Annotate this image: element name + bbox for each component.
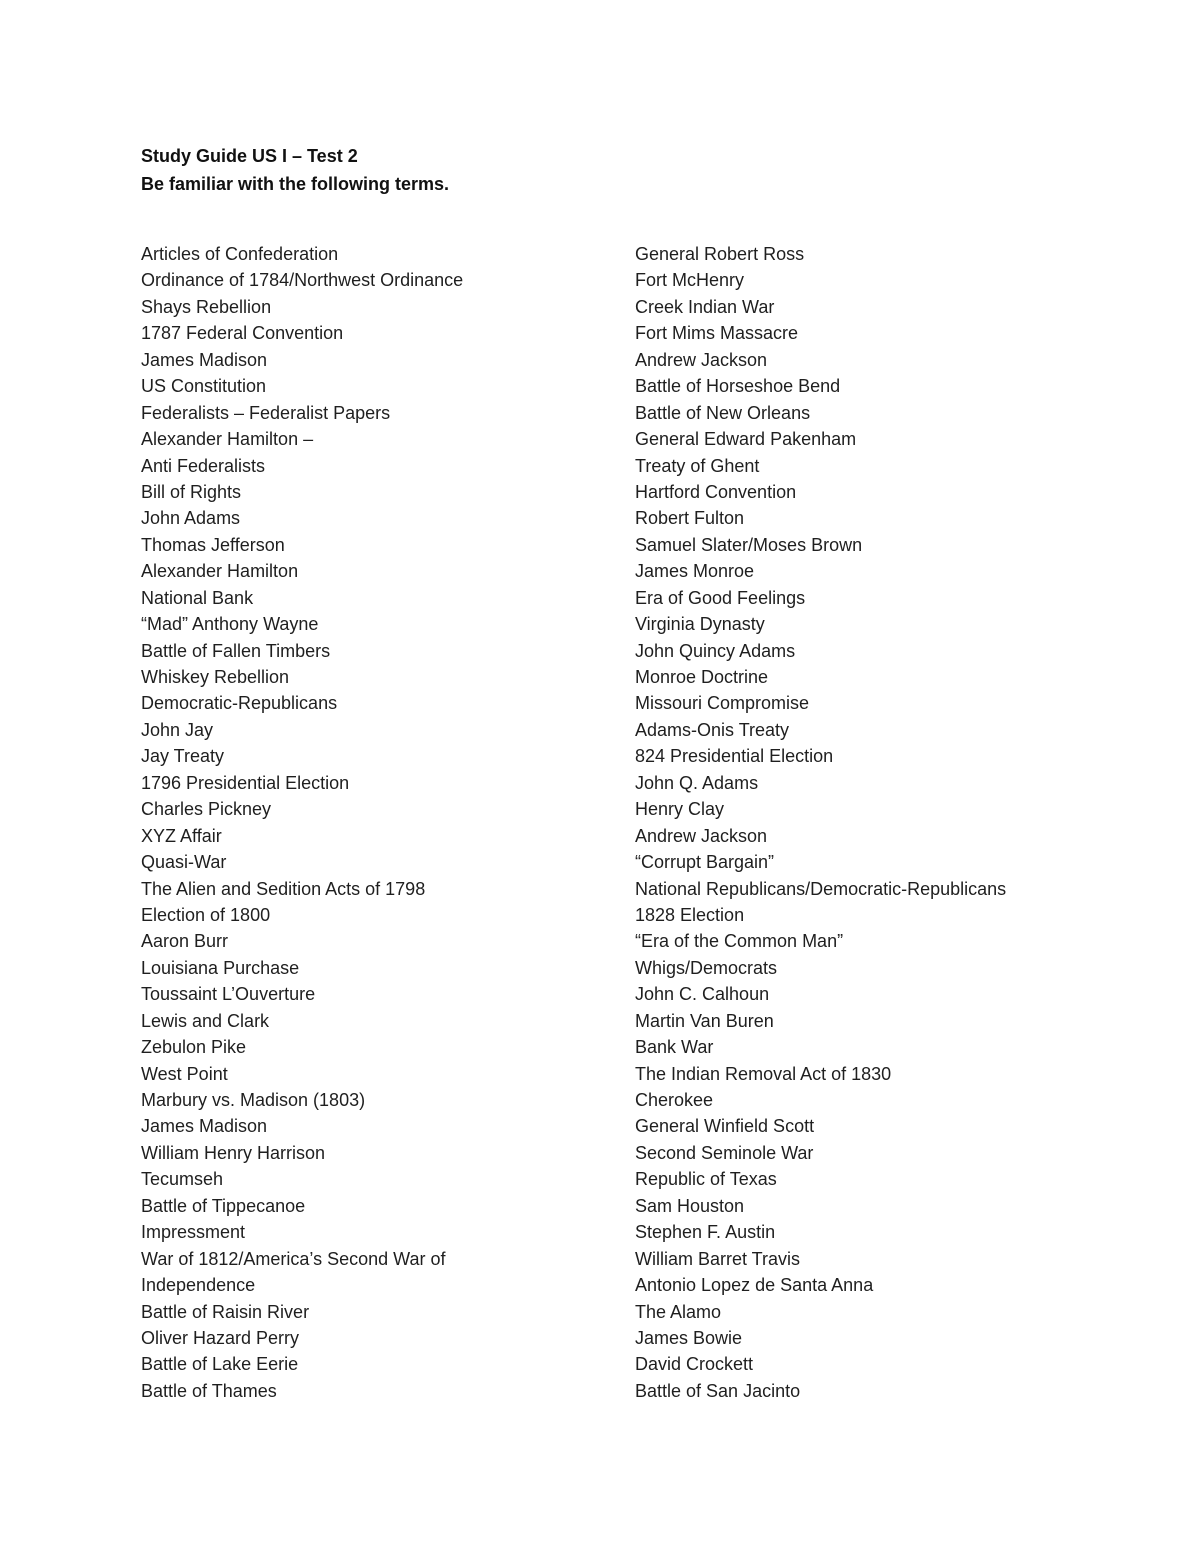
term-item: “Era of the Common Man” <box>635 931 844 952</box>
term-item: James Bowie <box>635 1327 743 1348</box>
term-item: General Winfield Scott <box>635 1116 815 1137</box>
term-item: Battle of Tippecanoe <box>141 1195 306 1216</box>
term-item: Battle of New Orleans <box>635 402 811 423</box>
term-item: Republic of Texas <box>635 1169 777 1190</box>
term-item: Samuel Slater/Moses Brown <box>635 534 863 555</box>
term-item: Jay Treaty <box>141 746 225 767</box>
term-item: Battle of San Jacinto <box>635 1380 801 1401</box>
term-item: Federalists – Federalist Papers <box>141 402 391 423</box>
term-item: Louisiana Purchase <box>141 957 300 978</box>
term-item: Alexander Hamilton – <box>141 429 314 450</box>
term-item: XYZ Affair <box>141 825 222 846</box>
term-item: Missouri Compromise <box>635 693 810 714</box>
term-item: Zebulon Pike <box>141 1037 247 1058</box>
terms-list-left <box>141 241 463 1404</box>
term-item: US Constitution <box>141 376 267 397</box>
term-item: John Quincy Adams <box>635 640 796 661</box>
term-item: Battle of Horseshoe Bend <box>635 376 841 397</box>
term-item: Lewis and Clark <box>141 1010 270 1031</box>
term-item: Battle of Thames <box>141 1380 277 1401</box>
term-item: Aaron Burr <box>141 931 229 952</box>
term-item: James Monroe <box>635 561 755 582</box>
term-item: The Alien and Sedition Acts of 1798 <box>141 878 426 899</box>
term-item: The Alamo <box>635 1301 722 1322</box>
term-item: Democratic-Republicans <box>141 693 338 714</box>
term-item: Battle of Raisin River <box>141 1301 310 1322</box>
term-item: Battle of Lake Eerie <box>141 1354 299 1375</box>
term-item: Robert Fulton <box>635 508 745 529</box>
term-item: Shays Rebellion <box>141 296 272 317</box>
term-item: Anti Federalists <box>141 455 266 476</box>
term-item: William Barret Travis <box>635 1248 801 1269</box>
term-item: John Q. Adams <box>635 772 759 793</box>
term-item: Toussaint L’Ouverture <box>141 984 316 1005</box>
terms-list-right <box>635 241 1006 1404</box>
term-item: Creek Indian War <box>635 296 775 317</box>
term-item: Era of Good Feelings <box>635 587 806 608</box>
page-title: Study Guide US I – Test 2 <box>141 146 358 166</box>
term-item: 824 Presidential Election <box>635 746 834 767</box>
term-item: William Henry Harrison <box>141 1142 326 1163</box>
term-item: Independence <box>141 1275 256 1296</box>
term-item: Battle of Fallen Timbers <box>141 640 331 661</box>
term-item: Articles of Confederation <box>141 244 339 264</box>
term-item: National Bank <box>141 587 254 608</box>
term-item: James Madison <box>141 1116 268 1137</box>
term-item: Sam Houston <box>635 1195 745 1216</box>
term-item: Fort Mims Massacre <box>635 323 799 344</box>
term-item: Treaty of Ghent <box>635 455 760 476</box>
term-item: 1787 Federal Convention <box>141 323 344 344</box>
term-item: John Adams <box>141 508 241 529</box>
term-item: General Robert Ross <box>635 244 805 264</box>
term-item: John Jay <box>141 719 214 740</box>
term-item: Ordinance of 1784/Northwest Ordinance <box>141 270 464 291</box>
term-item: West Point <box>141 1063 228 1084</box>
term-item: Bill of Rights <box>141 481 242 502</box>
term-item: Quasi-War <box>141 852 227 873</box>
term-item: Thomas Jefferson <box>141 534 285 555</box>
term-item: Cherokee <box>635 1090 714 1110</box>
term-item: Impressment <box>141 1222 246 1243</box>
term-item: Election of 1800 <box>141 904 271 925</box>
term-item: Monroe Doctrine <box>635 667 769 687</box>
term-item: Virginia Dynasty <box>635 614 765 635</box>
term-item: 1796 Presidential Election <box>141 772 350 793</box>
term-item: John C. Calhoun <box>635 984 770 1005</box>
term-item: Whigs/Democrats <box>635 957 778 978</box>
term-item: Oliver Hazard Perry <box>141 1327 300 1348</box>
term-item: Andrew Jackson <box>635 349 768 370</box>
term-item: Martin Van Buren <box>635 1010 774 1031</box>
term-item: 1828 Election <box>635 904 745 925</box>
page-subtitle: Be familiar with the following terms. <box>141 174 450 194</box>
document-heading <box>141 142 449 198</box>
term-item: Bank War <box>635 1037 714 1058</box>
term-item: Antonio Lopez de Santa Anna <box>635 1275 874 1296</box>
term-item: Stephen F. Austin <box>635 1222 776 1243</box>
term-item: Second Seminole War <box>635 1142 814 1163</box>
term-item: Tecumseh <box>141 1169 224 1190</box>
term-item: Hartford Convention <box>635 481 797 502</box>
term-item: Henry Clay <box>635 799 725 820</box>
term-item: Alexander Hamilton <box>141 561 299 582</box>
term-item: Marbury vs. Madison (1803) <box>141 1090 366 1110</box>
term-item: War of 1812/America’s Second War of <box>141 1248 446 1269</box>
term-item: Charles Pickney <box>141 799 272 820</box>
term-item: Andrew Jackson <box>635 825 768 846</box>
term-item: James Madison <box>141 349 268 370</box>
term-item: Fort McHenry <box>635 270 745 291</box>
term-item: General Edward Pakenham <box>635 429 857 450</box>
term-item: “Corrupt Bargain” <box>635 852 775 873</box>
term-item: National Republicans/Democratic-Republicans <box>635 878 1007 899</box>
term-item: Adams-Onis Treaty <box>635 719 790 740</box>
term-item: The Indian Removal Act of 1830 <box>635 1063 892 1084</box>
term-item: David Crockett <box>635 1354 754 1375</box>
term-item: Whiskey Rebellion <box>141 667 290 687</box>
term-item: “Mad” Anthony Wayne <box>141 614 319 635</box>
